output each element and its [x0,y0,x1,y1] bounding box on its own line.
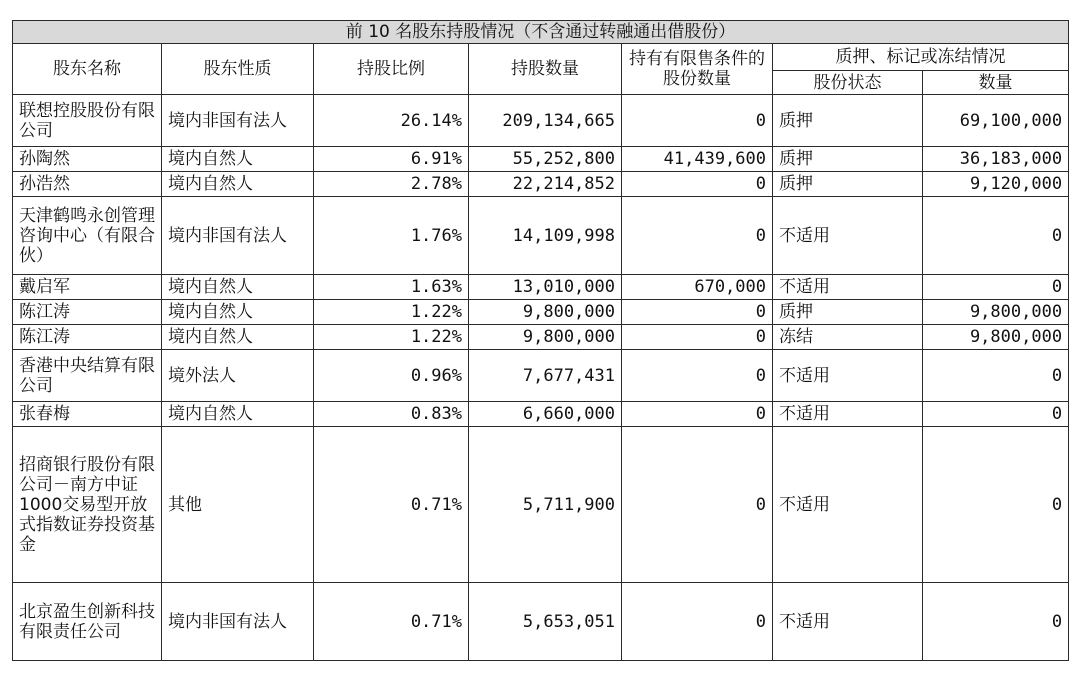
cell-shareholder-name: 联想控股股份有限公司 [13,95,162,147]
cell-pledge-quantity: 9,800,000 [923,300,1069,325]
cell-shareholder-name: 天津鹤鸣永创管理咨询中心（有限合伙） [13,197,162,275]
cell-restricted-shares: 0 [622,402,773,427]
cell-pledge-quantity: 36,183,000 [923,147,1069,172]
cell-holding-ratio: 1.63% [314,275,469,300]
top-10-shareholders-table [12,20,1069,661]
cell-restricted-shares: 0 [622,197,773,275]
cell-holding-ratio: 1.22% [314,325,469,350]
cell-restricted-shares: 0 [622,172,773,197]
cell-restricted-shares: 0 [622,583,773,661]
cell-restricted-shares: 0 [622,350,773,402]
cell-restricted-shares: 0 [622,300,773,325]
table-row [13,427,1069,583]
cell-shareholder-name: 招商银行股份有限公司－南方中证1000交易型开放式指数证券投资基金 [13,427,162,583]
cell-holding-quantity: 5,653,051 [469,583,622,661]
cell-restricted-shares: 670,000 [622,275,773,300]
table-row [13,583,1069,661]
cell-holding-quantity: 22,214,852 [469,172,622,197]
cell-holding-quantity: 9,800,000 [469,325,622,350]
cell-holding-ratio: 0.71% [314,583,469,661]
cell-share-status: 不适用 [773,427,923,583]
cell-holding-ratio: 0.71% [314,427,469,583]
cell-shareholder-nature: 境内自然人 [162,300,314,325]
header-holding-quantity: 持股数量 [469,44,622,95]
shareholder-table-container [12,20,1068,661]
table-row [13,197,1069,275]
cell-holding-quantity: 209,134,665 [469,95,622,147]
cell-shareholder-name: 孙陶然 [13,147,162,172]
cell-holding-quantity: 5,711,900 [469,427,622,583]
cell-pledge-quantity: 9,120,000 [923,172,1069,197]
cell-pledge-quantity: 0 [923,583,1069,661]
cell-restricted-shares: 0 [622,95,773,147]
cell-shareholder-name: 陈江涛 [13,300,162,325]
table-row [13,325,1069,350]
cell-shareholder-nature: 境内自然人 [162,172,314,197]
cell-shareholder-nature: 境内非国有法人 [162,583,314,661]
table-row [13,172,1069,197]
cell-share-status: 冻结 [773,325,923,350]
cell-holding-ratio: 6.91% [314,147,469,172]
table-body [13,95,1069,661]
table-row [13,275,1069,300]
header-shareholder-nature: 股东性质 [162,44,314,95]
cell-share-status: 不适用 [773,197,923,275]
cell-shareholder-nature: 境内自然人 [162,325,314,350]
cell-restricted-shares: 0 [622,427,773,583]
cell-holding-quantity: 6,660,000 [469,402,622,427]
cell-share-status: 质押 [773,147,923,172]
cell-shareholder-name: 香港中央结算有限公司 [13,350,162,402]
cell-shareholder-nature: 境内自然人 [162,147,314,172]
header-restricted-shares: 持有有限售条件的股份数量 [622,44,773,95]
cell-share-status: 不适用 [773,402,923,427]
table-row [13,95,1069,147]
cell-shareholder-nature: 境外法人 [162,350,314,402]
cell-pledge-quantity: 69,100,000 [923,95,1069,147]
cell-holding-ratio: 2.78% [314,172,469,197]
cell-holding-quantity: 55,252,800 [469,147,622,172]
cell-shareholder-name: 戴启军 [13,275,162,300]
header-pledge-quantity: 数量 [923,71,1069,95]
cell-shareholder-nature: 境内非国有法人 [162,197,314,275]
header-pledge-group: 质押、标记或冻结情况 [773,44,1069,71]
header-holding-ratio: 持股比例 [314,44,469,95]
cell-shareholder-nature: 其他 [162,427,314,583]
table-row [13,147,1069,172]
cell-pledge-quantity: 9,800,000 [923,325,1069,350]
cell-restricted-shares: 0 [622,325,773,350]
cell-restricted-shares: 41,439,600 [622,147,773,172]
cell-holding-ratio: 1.76% [314,197,469,275]
cell-share-status: 不适用 [773,275,923,300]
cell-shareholder-nature: 境内非国有法人 [162,95,314,147]
cell-holding-quantity: 9,800,000 [469,300,622,325]
cell-share-status: 质押 [773,95,923,147]
table-row [13,300,1069,325]
table-row [13,350,1069,402]
cell-pledge-quantity: 0 [923,197,1069,275]
cell-shareholder-name: 陈江涛 [13,325,162,350]
cell-shareholder-name: 北京盈生创新科技有限责任公司 [13,583,162,661]
header-shareholder-name: 股东名称 [13,44,162,95]
cell-holding-ratio: 26.14% [314,95,469,147]
table-title: 前 10 名股东持股情况（不含通过转融通出借股份） [13,21,1069,44]
cell-share-status: 不适用 [773,583,923,661]
cell-holding-quantity: 7,677,431 [469,350,622,402]
cell-holding-ratio: 0.83% [314,402,469,427]
cell-shareholder-name: 孙浩然 [13,172,162,197]
cell-pledge-quantity: 0 [923,427,1069,583]
cell-holding-ratio: 1.22% [314,300,469,325]
cell-holding-quantity: 14,109,998 [469,197,622,275]
cell-share-status: 质押 [773,300,923,325]
cell-share-status: 不适用 [773,350,923,402]
cell-pledge-quantity: 0 [923,275,1069,300]
cell-holding-quantity: 13,010,000 [469,275,622,300]
cell-shareholder-nature: 境内自然人 [162,402,314,427]
cell-share-status: 质押 [773,172,923,197]
cell-pledge-quantity: 0 [923,350,1069,402]
cell-holding-ratio: 0.96% [314,350,469,402]
cell-pledge-quantity: 0 [923,402,1069,427]
table-row [13,402,1069,427]
cell-shareholder-name: 张春梅 [13,402,162,427]
cell-shareholder-nature: 境内自然人 [162,275,314,300]
header-share-status: 股份状态 [773,71,923,95]
